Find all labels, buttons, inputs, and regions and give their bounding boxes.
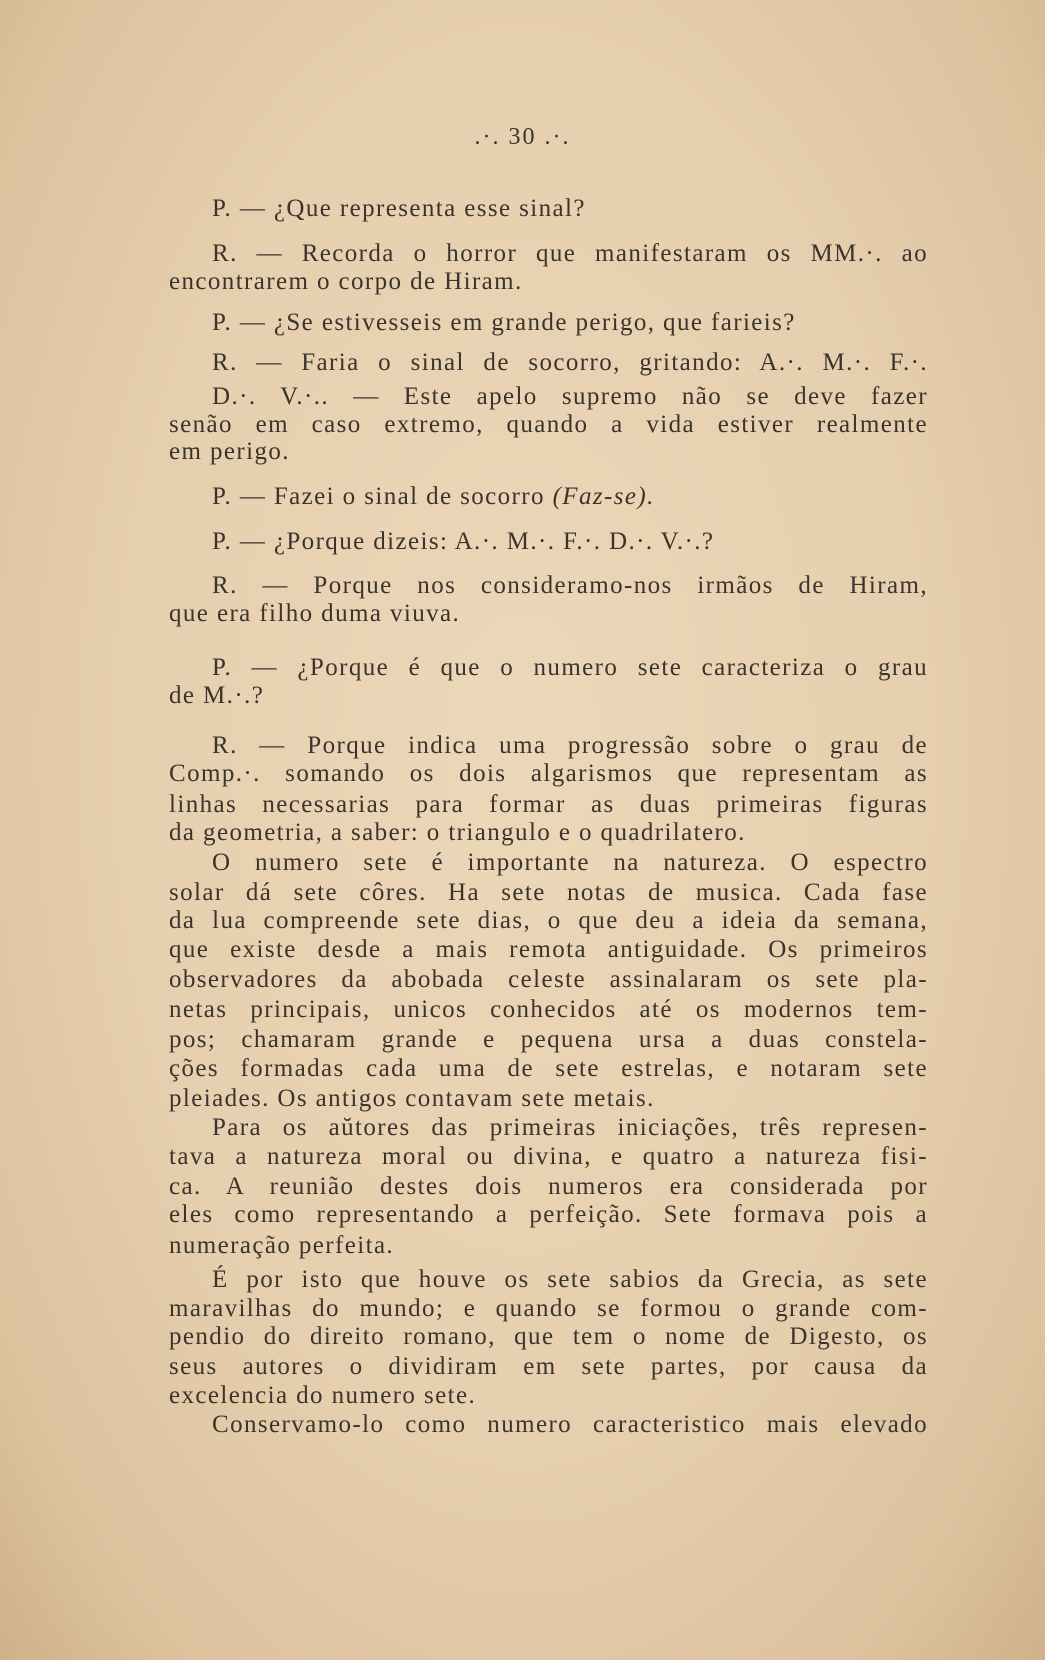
text-line bbox=[169, 437, 928, 467]
text-line-content: P. — ¿Se estivesseis em grande perigo, que farieis? bbox=[212, 309, 796, 336]
text-line bbox=[169, 965, 928, 995]
text-line bbox=[169, 267, 928, 297]
text-line bbox=[212, 1265, 928, 1295]
text-line-content: observadores da abobada celeste assinalaram os sete pla- bbox=[169, 966, 928, 993]
page-number: .·. 30 .·. bbox=[474, 124, 571, 150]
text-line bbox=[169, 410, 928, 440]
text-line-content: que era filho duma viuva. bbox=[169, 600, 461, 627]
text-line bbox=[169, 1231, 928, 1261]
text-line-content: que existe desde a mais remota antiguidade. Os primeiros bbox=[169, 936, 928, 963]
text-line-content: P. — Fazei o sinal de socorro bbox=[212, 483, 553, 510]
text-line-content: P. — ¿Porque é que o numero sete caracteriza o grau bbox=[212, 654, 928, 681]
text-line-content: ções formadas cada uma de sete estrelas, e notaram sete bbox=[169, 1055, 928, 1082]
text-line bbox=[212, 848, 928, 878]
text-line bbox=[169, 1381, 928, 1411]
text-line bbox=[212, 194, 928, 224]
text-line bbox=[212, 382, 928, 412]
text-line bbox=[169, 818, 928, 848]
text-line-content: em perigo. bbox=[169, 438, 290, 465]
text-line-content: R. — Porque nos consideramo-nos irmãos de Hiram, bbox=[212, 572, 928, 599]
text-line-content: maravilhas do mundo; e quando se formou o grande com- bbox=[169, 1295, 928, 1322]
text-line-content: da geometria, a saber: o triangulo e o quadrilatero. bbox=[169, 819, 746, 846]
text-line-content: D.·. V.·.. — Este apelo supremo não se deve fazer bbox=[212, 383, 928, 410]
text-line-content: Para os aŭtores das primeiras iniciações, três represen- bbox=[212, 1114, 928, 1141]
text-line bbox=[169, 906, 928, 936]
text-line-content: encontrarem o corpo de Hiram. bbox=[169, 268, 523, 295]
text-line bbox=[169, 1142, 928, 1172]
text-line bbox=[169, 935, 928, 965]
text-line-content: O numero sete é importante na natureza. O espectro bbox=[212, 849, 928, 876]
text-line bbox=[169, 759, 928, 789]
text-line-content: Comp.·. somando os dois algarismos que representam as bbox=[169, 760, 928, 787]
text-line-content: seus autores o dividiram em sete partes, por causa da bbox=[169, 1353, 928, 1380]
text-line bbox=[212, 653, 928, 683]
text-line bbox=[169, 1294, 928, 1324]
text-line-content: R. — Faria o sinal de socorro, gritando: A.·. M.·. F.·. bbox=[212, 349, 928, 376]
text-line bbox=[212, 527, 928, 557]
text-line bbox=[169, 1084, 928, 1114]
text-line-content: pleiades. Os antigos contavam sete metais. bbox=[169, 1085, 655, 1112]
text-line-content: pendio do direito romano, que tem o nome de Digesto, os bbox=[169, 1323, 928, 1350]
text-line-content: P. — ¿Que representa esse sinal? bbox=[212, 195, 586, 222]
text-line-content: eles como representando a perfeição. Sete formava pois a bbox=[169, 1201, 928, 1228]
text-line bbox=[169, 1025, 928, 1055]
text-line bbox=[212, 482, 928, 512]
text-line bbox=[169, 1172, 928, 1202]
text-line bbox=[169, 1322, 928, 1352]
text-line-content: de M.·.? bbox=[169, 682, 265, 709]
text-line-content: Conservamo-lo como numero caracteristico mais elevado bbox=[212, 1411, 928, 1438]
stage-direction: (Faz-se). bbox=[552, 483, 655, 510]
text-line bbox=[212, 571, 928, 601]
text-line bbox=[169, 1352, 928, 1382]
text-line-content: linhas necessarias para formar as duas primeiras figuras bbox=[169, 791, 928, 818]
text-line bbox=[169, 1200, 928, 1230]
text-line bbox=[212, 308, 928, 338]
text-line bbox=[169, 681, 928, 711]
text-line-content: netas principais, unicos conhecidos até os modernos tem- bbox=[169, 996, 928, 1023]
text-line bbox=[212, 1113, 928, 1143]
text-line-content: É por isto que houve os sete sabios da Grecia, as sete bbox=[212, 1266, 928, 1293]
text-line bbox=[169, 599, 928, 629]
text-line bbox=[212, 731, 928, 761]
text-line bbox=[169, 790, 928, 820]
text-line bbox=[169, 995, 928, 1025]
text-line bbox=[212, 348, 928, 378]
text-line bbox=[212, 1410, 928, 1440]
text-line-content: P. — ¿Porque dizeis: A.·. M.·. F.·. D.·. V.·.? bbox=[212, 528, 715, 555]
text-line-content: numeração perfeita. bbox=[169, 1232, 395, 1259]
text-line-content: pos; chamaram grande e pequena ursa a duas constela- bbox=[169, 1026, 928, 1053]
text-line bbox=[169, 1054, 928, 1084]
text-line-content: tava a natureza moral ou divina, e quatro a natureza fisi- bbox=[169, 1143, 928, 1170]
text-line bbox=[212, 239, 928, 269]
text-line-content: R. — Recorda o horror que manifestaram os MM.·. ao bbox=[212, 240, 928, 267]
text-line-content: senão em caso extremo, quando a vida estiver realmente bbox=[169, 411, 928, 438]
text-line-content: excelencia do numero sete. bbox=[169, 1382, 477, 1409]
text-line-content: ca. A reunião destes dois numeros era considerada por bbox=[169, 1173, 928, 1200]
text-line-content: solar dá sete côres. Ha sete notas de musica. Cada fase bbox=[169, 879, 928, 906]
text-line-content: da lua compreende sete dias, o que deu a ideia da semana, bbox=[169, 907, 928, 934]
text-line bbox=[169, 878, 928, 908]
text-line-content: R. — Porque indica uma progressão sobre o grau de bbox=[212, 732, 928, 759]
